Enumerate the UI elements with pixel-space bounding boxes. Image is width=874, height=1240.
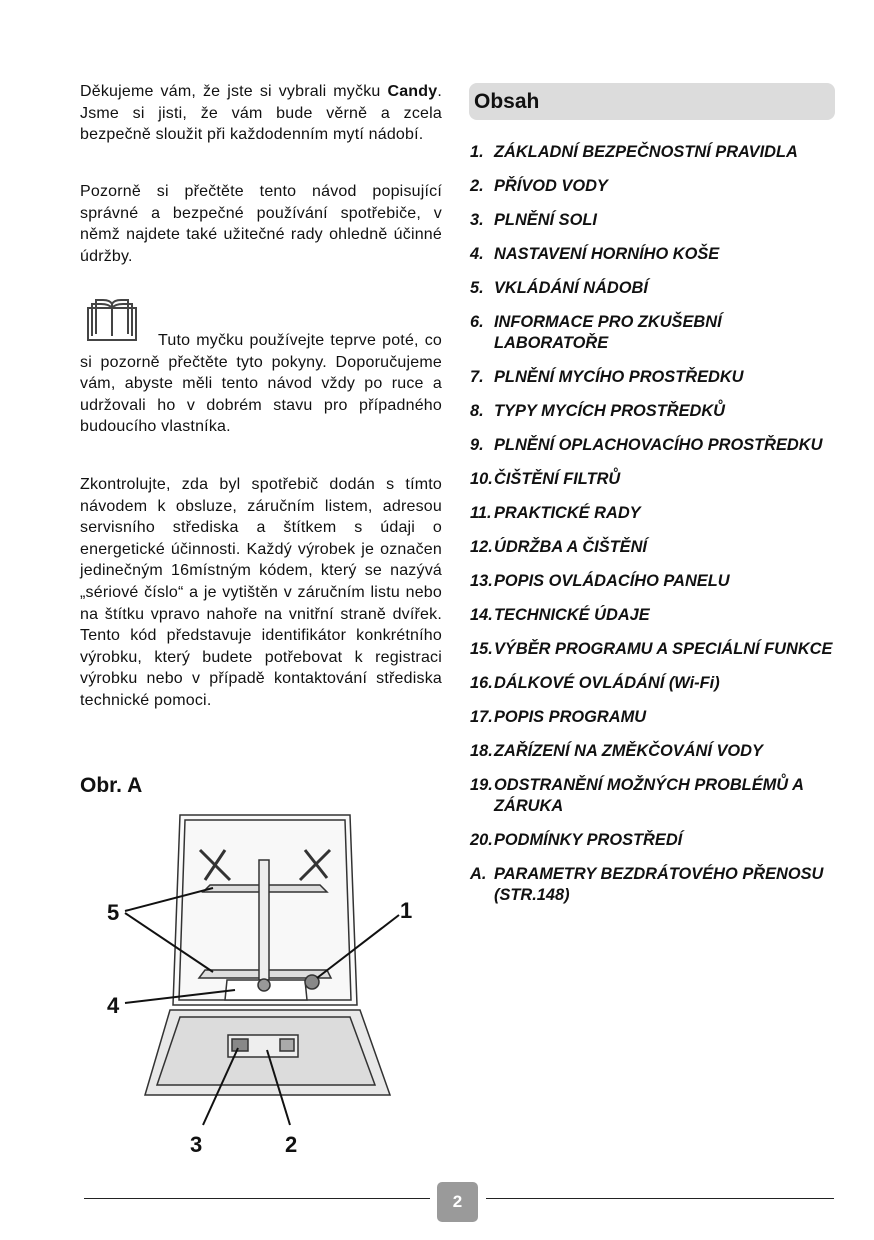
toc-item[interactable]	[470, 639, 840, 660]
intro-text: . Jsme si jisti, že vám bude věrně a zcela bezpečně sloužit při každodenním mytí nádobí.	[80, 83, 442, 144]
figure-title: Obr. A	[80, 774, 143, 797]
toc-item-number: 2.	[470, 177, 484, 195]
toc-item-number: 14.	[470, 606, 493, 624]
toc-item-label: DÁLKOVÉ OVLÁDÁNÍ (Wi-Fi)	[494, 674, 720, 692]
toc-item[interactable]	[470, 673, 840, 694]
toc-item-number: 12.	[470, 538, 493, 556]
toc-item[interactable]	[470, 469, 840, 490]
toc-item-number: 20.	[470, 831, 493, 849]
toc-item-number: 3.	[470, 211, 484, 229]
toc-item-number: 8.	[470, 402, 484, 420]
footer-divider	[486, 1198, 834, 1199]
intro-paragraph	[80, 81, 442, 146]
toc-item[interactable]	[470, 537, 840, 558]
toc-item-number: 11.	[470, 504, 492, 522]
toc-item[interactable]	[470, 435, 840, 456]
intro-text: Děkujeme vám, že jste si vybrali myčku	[80, 83, 388, 100]
toc-item-number: 18.	[470, 742, 493, 760]
toc-item-label: ČIŠTĚNÍ FILTRŮ	[494, 470, 621, 488]
toc-item-label: PLNĚNÍ MYCÍHO PROSTŘEDKU	[494, 368, 744, 386]
callout-2: 2	[285, 1132, 298, 1157]
toc-item-number: 1.	[470, 143, 484, 161]
toc-item[interactable]	[470, 503, 840, 524]
toc-item-label: TYPY MYCÍCH PROSTŘEDKŮ	[494, 402, 726, 420]
toc-item-number: 16.	[470, 674, 493, 692]
toc-item-label: PODMÍNKY PROSTŘEDÍ	[494, 831, 683, 849]
warranty-paragraph: Zkontrolujte, zda byl spotřebič dodán s tímto návodem k obsluze, záručním listem, adresou servisního střediska a štítkem s údaji o energetické účinnosti. Každý výrobek je označen jedinečným 16místným kódem, který se nazývá „sériové číslo“ a je vytištěn v záručním listu nebo na štítku vpravo nahoře na vnitřní straně dvířek. Tento kód představuje identifikátor konkrétního výrobku, který budete potřebovat k registraci výrobku nebo v případě kontaktování střediska technické pomoci.	[80, 476, 442, 709]
toc-item[interactable]	[470, 312, 840, 354]
toc-item-label: PŘÍVOD VODY	[494, 177, 608, 195]
toc-title: Obsah	[469, 83, 835, 120]
toc-item[interactable]	[470, 401, 840, 422]
instruction-paragraph: Tuto myčku používejte teprve poté, co si pozorně přečtěte tyto pokyny. Doporučujeme vám, abyste měli tento návod vždy po ruce a udržovali ho v dobrém stavu pro případného budoucího vlastníka.	[80, 332, 442, 436]
toc-item[interactable]	[470, 775, 840, 817]
toc-item[interactable]	[470, 278, 840, 299]
toc-item-number: A.	[470, 865, 487, 883]
toc-item-number: 6.	[470, 313, 484, 331]
toc-item-label: ÚDRŽBA A ČIŠTĚNÍ	[494, 538, 647, 556]
toc-item-number: 4.	[470, 245, 484, 263]
toc-item-label: PLNĚNÍ SOLI	[494, 211, 597, 229]
toc-item[interactable]	[470, 571, 840, 592]
toc-item-number: 13.	[470, 572, 493, 590]
toc-item-number: 17.	[470, 708, 493, 726]
toc-item-label: ZAŘÍZENÍ NA ZMĚKČOVÁNÍ VODY	[494, 742, 763, 760]
toc-item-label: PLNĚNÍ OPLACHOVACÍHO PROSTŘEDKU	[494, 436, 823, 454]
toc-item-number: 19.	[470, 776, 493, 794]
callout-5: 5	[107, 900, 120, 925]
toc-item[interactable]	[470, 864, 840, 906]
toc-item-number: 10.	[470, 470, 493, 488]
toc-item[interactable]	[470, 142, 840, 163]
toc-item-label: POPIS PROGRAMU	[494, 708, 647, 726]
toc-item[interactable]	[470, 367, 840, 388]
toc-item-label: VÝBĚR PROGRAMU A SPECIÁLNÍ FUNKCE	[494, 640, 833, 658]
toc-item[interactable]	[470, 741, 840, 762]
toc-item[interactable]	[470, 707, 840, 728]
toc-item[interactable]	[470, 244, 840, 265]
toc-item-label: NASTAVENÍ HORNÍHO KOŠE	[494, 245, 720, 263]
toc-item-label: ZÁKLADNÍ BEZPEČNOSTNÍ PRAVIDLA	[494, 143, 798, 161]
toc-item-label: PARAMETRY BEZDRÁTOVÉHO PŘENOSU (STR.148)	[494, 865, 824, 904]
toc-item[interactable]	[470, 176, 840, 197]
brand-name: Candy	[387, 83, 438, 100]
dishwasher-diagram	[95, 810, 435, 1160]
toc-item-number: 5.	[470, 279, 484, 297]
callout-4: 4	[107, 993, 120, 1018]
page-number: 2	[437, 1182, 478, 1222]
callout-1: 1	[400, 898, 413, 923]
callout-3: 3	[190, 1132, 203, 1157]
table-of-contents	[470, 142, 840, 919]
toc-item-label: POPIS OVLÁDACÍHO PANELU	[494, 572, 730, 590]
toc-item-number: 15.	[470, 640, 493, 658]
toc-item[interactable]	[470, 210, 840, 231]
toc-item[interactable]	[470, 605, 840, 626]
toc-item-label: TECHNICKÉ ÚDAJE	[494, 606, 650, 624]
toc-item-label: ODSTRANĚNÍ MOŽNÝCH PROBLÉMŮ A ZÁRUKA	[494, 776, 804, 815]
toc-item-label: PRAKTICKÉ RADY	[494, 504, 641, 522]
toc-item-number: 9.	[470, 436, 484, 454]
toc-item-label: INFORMACE PRO ZKUŠEBNÍ LABORATOŘE	[494, 313, 722, 352]
reading-paragraph: Pozorně si přečtěte tento návod popisující správné a bezpečné používání spotřebiče, v němž najdete také užitečné rady ohledně účinné údržby.	[80, 183, 442, 265]
toc-item-number: 7.	[470, 368, 484, 386]
footer-divider	[84, 1198, 430, 1199]
toc-item[interactable]	[470, 830, 840, 851]
toc-item-label: VKLÁDÁNÍ NÁDOBÍ	[494, 279, 648, 297]
